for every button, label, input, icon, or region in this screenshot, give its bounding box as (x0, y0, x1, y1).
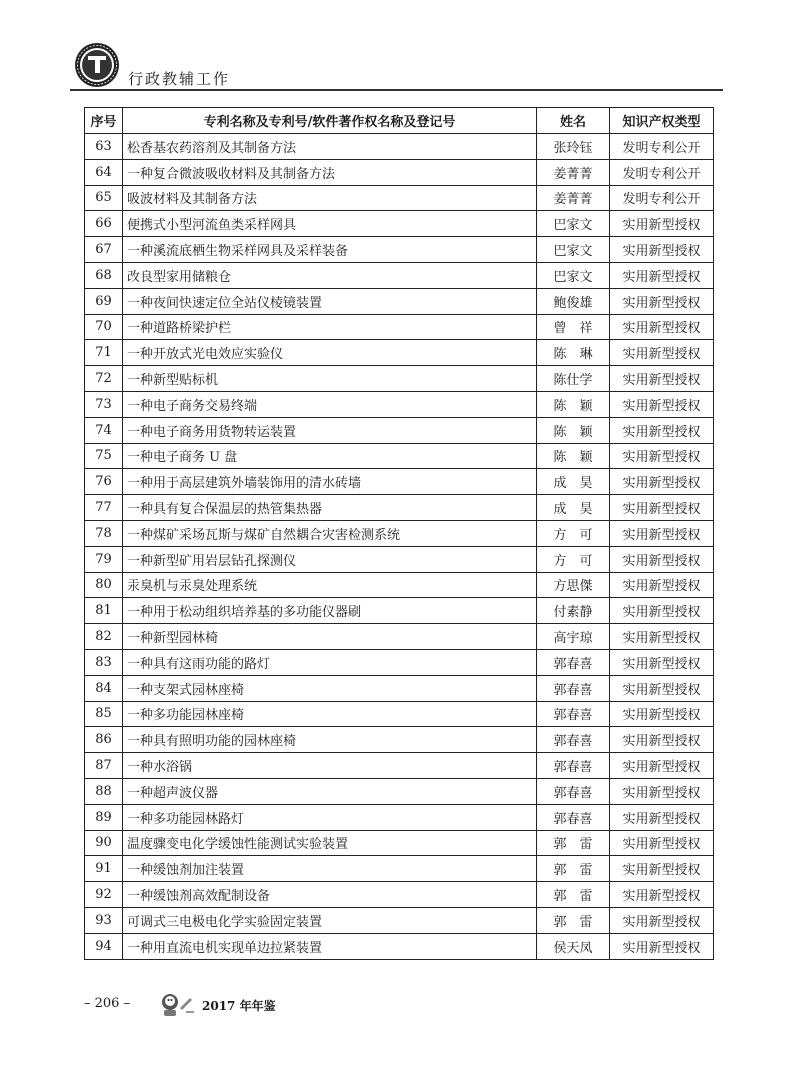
table-row (85, 624, 714, 650)
mascot-icon (156, 990, 196, 1018)
row-number: 82 (85, 624, 123, 650)
row-number: 86 (85, 727, 123, 753)
row-type: 实用新型授权 (610, 804, 714, 830)
row-number: 84 (85, 675, 123, 701)
row-title: 温度骤变电化学缓蚀性能测试实验装置 (123, 830, 537, 856)
table-row (85, 933, 714, 959)
row-type: 实用新型授权 (610, 314, 714, 340)
row-number: 71 (85, 340, 123, 366)
table-header-row (85, 108, 714, 134)
page-footer (84, 990, 384, 1020)
table-row (85, 495, 714, 521)
row-title: 一种夜间快速定位全站仪棱镜装置 (123, 288, 537, 314)
row-type: 实用新型授权 (610, 443, 714, 469)
row-type: 发明专利公开 (610, 134, 714, 160)
table-row (85, 830, 714, 856)
row-type: 实用新型授权 (610, 778, 714, 804)
row-name: 郭春喜 (537, 753, 610, 779)
row-title: 汞臭机与汞臭处理系统 (123, 572, 537, 598)
table-row (85, 366, 714, 392)
table-row (85, 882, 714, 908)
row-title: 一种新型贴标机 (123, 366, 537, 392)
column-header-name: 姓名 (537, 108, 610, 134)
table-row (85, 598, 714, 624)
table-row (85, 520, 714, 546)
row-type: 实用新型授权 (610, 572, 714, 598)
table-row (85, 701, 714, 727)
row-type: 实用新型授权 (610, 624, 714, 650)
row-title: 一种电子商务交易终端 (123, 391, 537, 417)
row-type: 实用新型授权 (610, 933, 714, 959)
row-name: 郭春喜 (537, 675, 610, 701)
table-row (85, 185, 714, 211)
row-title: 一种新型矿用岩层钻孔探测仪 (123, 546, 537, 572)
row-type: 实用新型授权 (610, 675, 714, 701)
row-title: 改良型家用储粮仓 (123, 262, 537, 288)
row-number: 77 (85, 495, 123, 521)
row-name: 高宇琼 (537, 624, 610, 650)
table-row (85, 340, 714, 366)
row-title: 一种溪流底栖生物采样网具及采样装备 (123, 237, 537, 263)
table-row (85, 159, 714, 185)
row-title: 一种道路桥梁护栏 (123, 314, 537, 340)
row-type: 实用新型授权 (610, 495, 714, 521)
row-title: 一种具有这雨功能的路灯 (123, 649, 537, 675)
row-type: 实用新型授权 (610, 391, 714, 417)
page-number: – 206 – (84, 996, 131, 1011)
row-title: 松香基农药溶剂及其制备方法 (123, 134, 537, 160)
table-row (85, 443, 714, 469)
row-name: 巴家文 (537, 262, 610, 288)
row-type: 实用新型授权 (610, 907, 714, 933)
row-name: 郭春喜 (537, 649, 610, 675)
row-title: 一种煤矿采场瓦斯与煤矿自然耦合灾害检测系统 (123, 520, 537, 546)
row-number: 90 (85, 830, 123, 856)
row-name: 陈 颖 (537, 391, 610, 417)
row-name: 方 可 (537, 520, 610, 546)
row-number: 79 (85, 546, 123, 572)
row-number: 73 (85, 391, 123, 417)
table-row (85, 572, 714, 598)
table-row (85, 649, 714, 675)
table-row (85, 907, 714, 933)
table-row (85, 778, 714, 804)
table-row (85, 675, 714, 701)
row-number: 66 (85, 211, 123, 237)
row-name: 郭 雷 (537, 882, 610, 908)
row-title: 一种具有复合保温层的热管集热器 (123, 495, 537, 521)
row-name: 陈 颖 (537, 443, 610, 469)
row-number: 69 (85, 288, 123, 314)
row-type: 实用新型授权 (610, 649, 714, 675)
row-name: 巴家文 (537, 237, 610, 263)
row-number: 76 (85, 469, 123, 495)
row-name: 郭 雷 (537, 830, 610, 856)
row-name: 陈仕学 (537, 366, 610, 392)
row-number: 93 (85, 907, 123, 933)
table-row (85, 237, 714, 263)
row-title: 一种电子商务用货物转运装置 (123, 417, 537, 443)
row-number: 74 (85, 417, 123, 443)
row-name: 侯天凤 (537, 933, 610, 959)
page-header (70, 36, 723, 92)
row-name: 郭春喜 (537, 778, 610, 804)
row-number: 87 (85, 753, 123, 779)
row-title: 一种缓蚀剂加注装置 (123, 856, 537, 882)
row-type: 实用新型授权 (610, 598, 714, 624)
row-name: 姜菁菁 (537, 159, 610, 185)
row-type: 实用新型授权 (610, 546, 714, 572)
row-type: 实用新型授权 (610, 882, 714, 908)
row-number: 67 (85, 237, 123, 263)
row-title: 一种用直流电机实现单边拉紧装置 (123, 933, 537, 959)
row-type: 实用新型授权 (610, 520, 714, 546)
row-name: 鲍俊雄 (537, 288, 610, 314)
column-header-type: 知识产权类型 (610, 108, 714, 134)
row-number: 94 (85, 933, 123, 959)
table-row (85, 417, 714, 443)
patent-table (84, 107, 714, 960)
row-number: 80 (85, 572, 123, 598)
row-name: 郭春喜 (537, 727, 610, 753)
row-number: 92 (85, 882, 123, 908)
column-header-no: 序号 (85, 108, 123, 134)
table-row (85, 804, 714, 830)
row-number: 85 (85, 701, 123, 727)
table-row (85, 856, 714, 882)
row-name: 郭 雷 (537, 856, 610, 882)
row-type: 实用新型授权 (610, 340, 714, 366)
yearbook-label: 2017 年年鉴 (202, 999, 276, 1013)
row-title: 一种新型园林椅 (123, 624, 537, 650)
row-name: 方 可 (537, 546, 610, 572)
row-title: 一种超声波仪器 (123, 778, 537, 804)
row-type: 实用新型授权 (610, 288, 714, 314)
row-number: 75 (85, 443, 123, 469)
row-type: 实用新型授权 (610, 417, 714, 443)
row-number: 81 (85, 598, 123, 624)
row-type: 实用新型授权 (610, 727, 714, 753)
row-title: 可调式三电极电化学实验固定装置 (123, 907, 537, 933)
row-number: 78 (85, 520, 123, 546)
row-title: 一种电子商务 U 盘 (123, 443, 537, 469)
row-name: 陈 琳 (537, 340, 610, 366)
row-type: 实用新型授权 (610, 753, 714, 779)
section-title: 行政教辅工作 (128, 70, 231, 88)
row-title: 一种水浴锅 (123, 753, 537, 779)
table-row (85, 134, 714, 160)
row-title: 一种缓蚀剂高效配制设备 (123, 882, 537, 908)
table-row (85, 211, 714, 237)
row-number: 72 (85, 366, 123, 392)
table-row (85, 469, 714, 495)
row-number: 64 (85, 159, 123, 185)
row-name: 郭春喜 (537, 701, 610, 727)
row-name: 陈 颖 (537, 417, 610, 443)
header-rule (70, 89, 723, 91)
row-name: 张玲钰 (537, 134, 610, 160)
row-name: 郭 雷 (537, 907, 610, 933)
row-number: 88 (85, 778, 123, 804)
row-name: 方思傑 (537, 572, 610, 598)
row-title: 一种多功能园林座椅 (123, 701, 537, 727)
row-type: 实用新型授权 (610, 366, 714, 392)
row-title: 一种具有照明功能的园林座椅 (123, 727, 537, 753)
row-type: 发明专利公开 (610, 185, 714, 211)
row-type: 实用新型授权 (610, 856, 714, 882)
row-number: 65 (85, 185, 123, 211)
row-number: 63 (85, 134, 123, 160)
row-title: 一种支架式园林座椅 (123, 675, 537, 701)
row-number: 89 (85, 804, 123, 830)
university-seal-icon (74, 42, 120, 88)
row-title: 一种用于高层建筑外墙装饰用的清水砖墙 (123, 469, 537, 495)
row-name: 巴家文 (537, 211, 610, 237)
row-title: 一种复合微波吸收材料及其制备方法 (123, 159, 537, 185)
row-number: 70 (85, 314, 123, 340)
row-title: 一种多功能园林路灯 (123, 804, 537, 830)
row-name: 付素静 (537, 598, 610, 624)
row-type: 实用新型授权 (610, 211, 714, 237)
row-type: 实用新型授权 (610, 262, 714, 288)
table-row (85, 727, 714, 753)
table-row (85, 288, 714, 314)
row-title: 吸波材料及其制备方法 (123, 185, 537, 211)
row-number: 68 (85, 262, 123, 288)
row-name: 成 昊 (537, 469, 610, 495)
table-row (85, 314, 714, 340)
row-title: 一种用于松动组织培养基的多功能仪器刷 (123, 598, 537, 624)
row-name: 曾 祥 (537, 314, 610, 340)
table-row (85, 262, 714, 288)
row-type: 实用新型授权 (610, 237, 714, 263)
table-row (85, 391, 714, 417)
row-name: 郭春喜 (537, 804, 610, 830)
row-number: 83 (85, 649, 123, 675)
row-type: 实用新型授权 (610, 830, 714, 856)
row-number: 91 (85, 856, 123, 882)
row-name: 姜菁菁 (537, 185, 610, 211)
row-title: 便携式小型河流鱼类采样网具 (123, 211, 537, 237)
row-type: 发明专利公开 (610, 159, 714, 185)
table-row (85, 753, 714, 779)
row-type: 实用新型授权 (610, 701, 714, 727)
row-name: 成 昊 (537, 495, 610, 521)
row-title: 一种开放式光电效应实验仪 (123, 340, 537, 366)
column-header-title: 专利名称及专利号/软件著作权名称及登记号 (123, 108, 537, 134)
row-type: 实用新型授权 (610, 469, 714, 495)
table-row (85, 546, 714, 572)
